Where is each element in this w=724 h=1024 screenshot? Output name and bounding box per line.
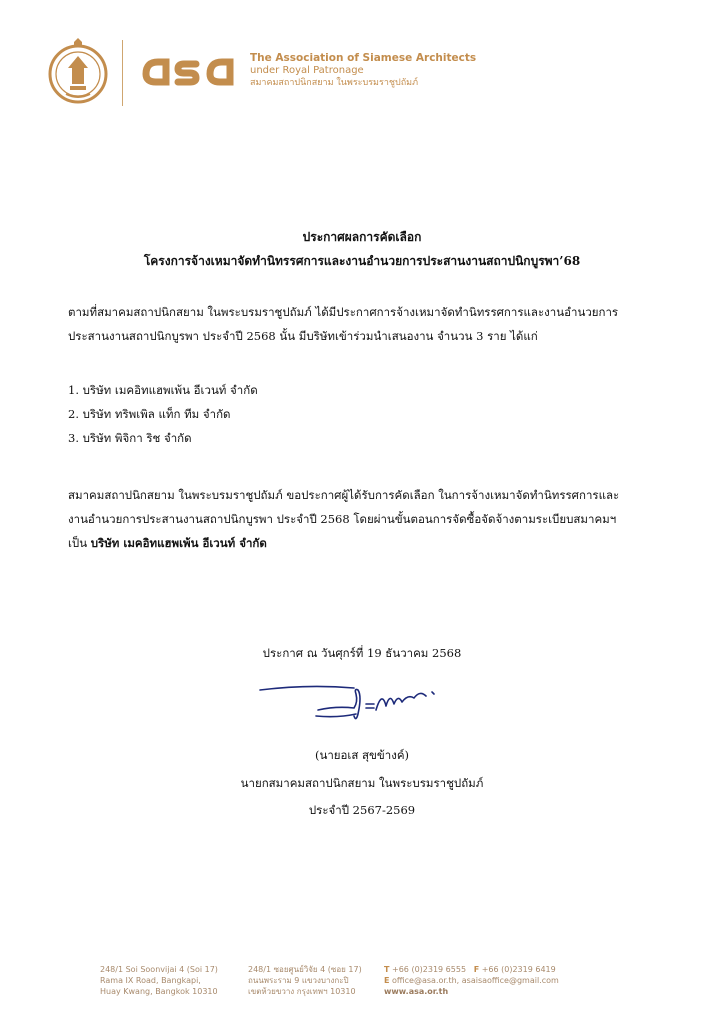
company-item: 3. บริษัท พิจิกา ริช จำกัด bbox=[68, 431, 192, 445]
asa-wordmark-logo bbox=[140, 52, 264, 92]
winner-line bbox=[68, 531, 658, 555]
document-title: ประกาศผลการคัดเลือก bbox=[302, 230, 422, 244]
association-name bbox=[250, 52, 476, 89]
signer-term: ประจำปี 2567-2569 bbox=[308, 803, 416, 817]
result-paragraph bbox=[68, 483, 658, 555]
footer-contact bbox=[384, 964, 559, 997]
winner-prefix: เป็น bbox=[68, 536, 91, 550]
footer-address-line: 248/1 ซอยศูนย์วิจัย 4 (ซอย 17) bbox=[248, 965, 362, 974]
letterhead-divider bbox=[122, 40, 123, 106]
phone-number: +66 (0)2319 6555 bbox=[392, 965, 467, 974]
winner-name: บริษัท เมคอิทแฮพเพ้น อีเวนท์ จำกัด bbox=[90, 536, 267, 550]
email-label: E bbox=[384, 976, 390, 985]
footer-email-line bbox=[384, 975, 559, 986]
footer-address-line: 248/1 Soi Soonvijai 4 (Soi 17) bbox=[100, 965, 218, 974]
announcement-date: ประกาศ ณ วันศุกร์ที่ 19 ธันวาคม 2568 bbox=[262, 646, 462, 660]
footer-address-line: เขตห้วยขวาง กรุงเทพฯ 10310 bbox=[248, 987, 356, 996]
result-line: งานอำนวยการประสานงานสถาปนิกบูรพา ประจำปี 2568 โดยผ่านขั้นตอนการจัดซื้อจัดจ้างตามระเบียบสมาคมฯ bbox=[68, 512, 617, 526]
signer-position: นายกสมาคมสถาปนิกสยาม ในพระบรมราชูปถัมภ์ bbox=[240, 776, 484, 790]
footer-address-line: ถนนพระราม 9 แขวงบางกะปิ bbox=[248, 976, 349, 985]
association-subtitle-en: under Royal Patronage bbox=[250, 65, 364, 76]
intro-line: ตามที่สมาคมสถาปนิกสยาม ในพระบรมราชูปถัมภ์ ได้มีประกาศการจ้างเหมาจัดทำนิทรรศการและงานอำนวยการ bbox=[68, 305, 619, 319]
footer-phone-line bbox=[384, 964, 559, 975]
company-item: 1. บริษัท เมคอิทแฮพเพ้น อีเวนท์ จำกัด bbox=[68, 383, 258, 397]
fax-label: F bbox=[473, 965, 480, 974]
footer-address-line: Rama IX Road, Bangkapi, bbox=[100, 976, 201, 985]
company-item: 2. บริษัท ทริพเพิล แท็ก ทีม จำกัด bbox=[68, 407, 231, 421]
intro-paragraph bbox=[68, 300, 658, 348]
association-name-en: The Association of Siamese Architects bbox=[250, 52, 477, 64]
result-line: สมาคมสถาปนิกสยาม ในพระบรมราชูปถัมภ์ ขอประกาศผู้ได้รับการคัดเลือก ในการจ้างเหมาจัดทำนิทรรศการและ bbox=[68, 488, 620, 502]
letterhead bbox=[48, 34, 688, 116]
signer-name: (นายอเส สุขข้างค์) bbox=[314, 748, 410, 762]
email-address[interactable]: office@asa.or.th, asaisaoffice@gmail.com bbox=[392, 976, 559, 985]
phone-label: T bbox=[384, 965, 390, 974]
intro-line: ประสานงานสถาปนิกบูรพา ประจำปี 2568 นั้น มีบริษัทเข้าร่วมนำเสนองาน จำนวน 3 ราย ได้แก่ bbox=[68, 329, 538, 343]
footer-address-line: Huay Kwang, Bangkok 10310 bbox=[100, 987, 218, 996]
footer-address-th bbox=[248, 964, 362, 997]
association-name-th: สมาคมสถาปนิกสยาม ในพระบรมราชูปถัมภ์ bbox=[250, 78, 419, 88]
asa-seal-logo bbox=[48, 38, 108, 108]
fax-number: +66 (0)2319 6419 bbox=[481, 965, 556, 974]
company-list bbox=[68, 378, 258, 450]
document-subtitle: โครงการจ้างเหมาจัดทำนิทรรศการและงานอำนวยการประสานงานสถาปนิกบูรพา’68 bbox=[143, 254, 581, 268]
footer-address-en bbox=[100, 964, 218, 997]
website-link[interactable]: www.asa.or.th bbox=[384, 987, 449, 996]
handwritten-signature bbox=[258, 680, 442, 728]
